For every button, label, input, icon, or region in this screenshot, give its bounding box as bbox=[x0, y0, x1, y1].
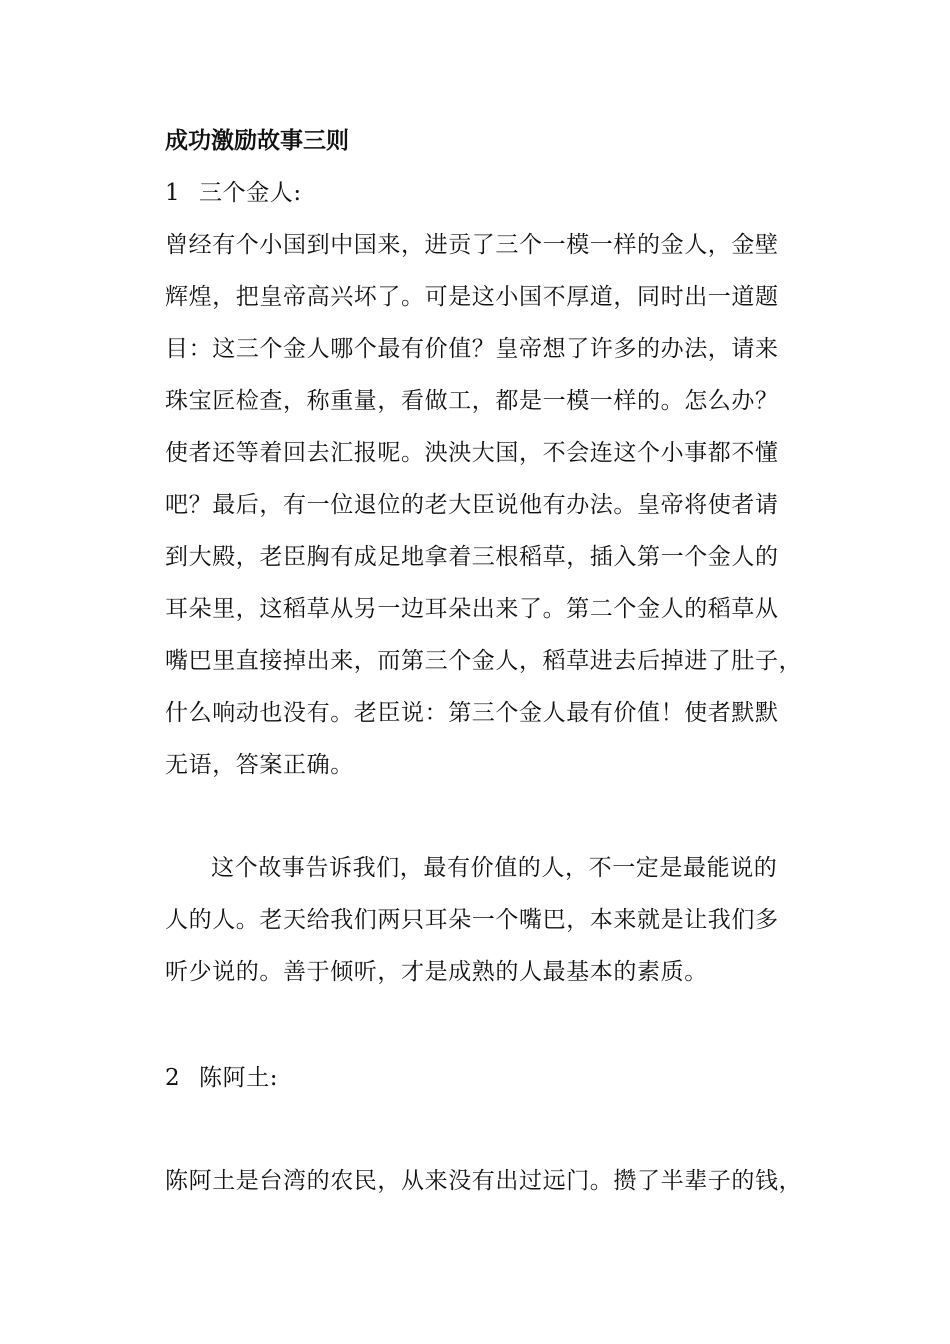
story2-line: 陈阿土是台湾的农民，从来没有出过远门。攒了半辈子的钱， bbox=[165, 1168, 803, 1194]
story2-number: 2 bbox=[165, 1065, 181, 1091]
story1-line: 曾经有个小国到中国来，进贡了三个一模一样的金人，金壁 bbox=[165, 232, 779, 258]
document-title: 成功激励故事三则 bbox=[165, 127, 349, 154]
story1-line: 无语，答案正确。 bbox=[165, 752, 354, 778]
story2-heading bbox=[165, 1061, 278, 1095]
story1-moral-line: 听少说的。善于倾听，才是成熟的人最基本的素质。 bbox=[165, 959, 708, 985]
story1-heading-text: 三个金人: bbox=[199, 180, 302, 206]
story1-line: 到大殿，老臣胸有成足地拿着三根稻草，插入第一个金人的 bbox=[165, 544, 779, 570]
story2-heading-text: 陈阿土: bbox=[199, 1065, 279, 1091]
story1-number: 1 bbox=[165, 180, 181, 206]
story1-line: 辉煌，把皇帝高兴坏了。可是这小国不厚道，同时出一道题 bbox=[165, 284, 779, 310]
story1-heading bbox=[165, 176, 302, 210]
story1-line: 耳朵里，这稻草从另一边耳朵出来了。第二个金人的稻草从 bbox=[165, 596, 779, 622]
story1-line: 嘴巴里直接掉出来，而第三个金人，稻草进去后掉进了肚子， bbox=[165, 648, 803, 674]
story1-line: 吧？最后，有一位退位的老大臣说他有办法。皇帝将使者请 bbox=[165, 492, 779, 518]
story1-line: 珠宝匠检查，称重量，看做工，都是一模一样的。怎么办？ bbox=[165, 388, 779, 414]
story1-line: 目：这三个金人哪个最有价值？皇帝想了许多的办法，请来 bbox=[165, 336, 779, 362]
story1-moral-line: 这个故事告诉我们，最有价值的人，不一定是最能说的 bbox=[211, 855, 778, 881]
story1-line: 使者还等着回去汇报呢。泱泱大国，不会连这个小事都不懂 bbox=[165, 440, 779, 466]
story1-moral-line: 人的人。老天给我们两只耳朵一个嘴巴，本来就是让我们多 bbox=[165, 907, 779, 933]
story1-line: 什么响动也没有。老臣说：第三个金人最有价值！使者默默 bbox=[165, 700, 779, 726]
